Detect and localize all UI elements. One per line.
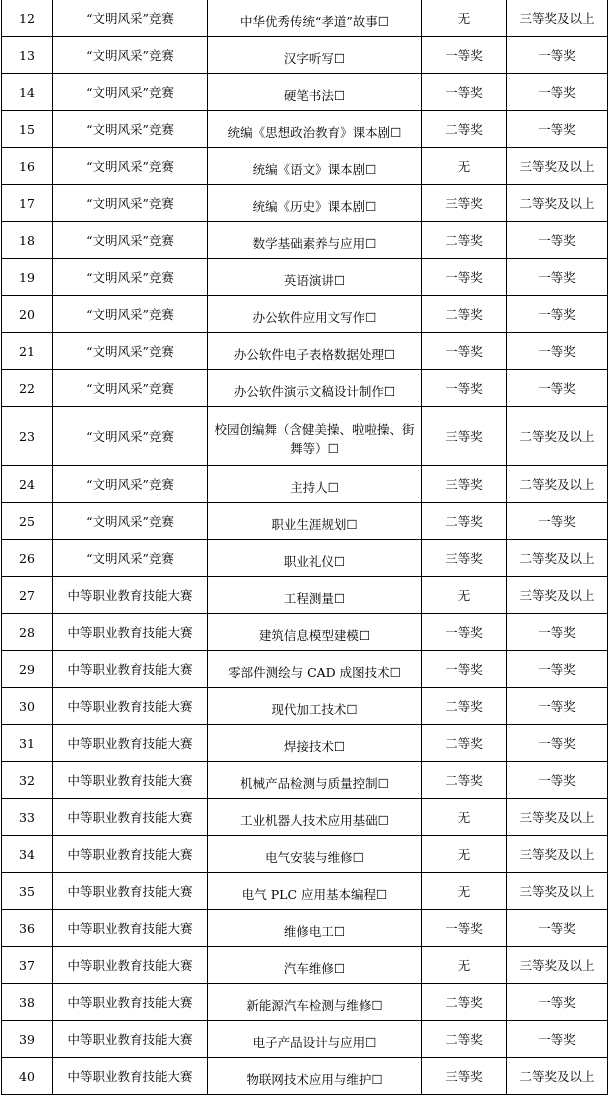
competition-item: 统编《历史》课本剧☐ <box>208 185 422 222</box>
table-row <box>2 836 608 873</box>
table-row <box>2 333 608 370</box>
required-award: 一等奖 <box>507 910 608 947</box>
competition-item: 零部件测绘与 CAD 成图技术☐ <box>208 651 422 688</box>
competition-item: 维修电工☐ <box>208 910 422 947</box>
competition-item: 机械产品检测与质量控制☐ <box>208 762 422 799</box>
required-award: 一等奖 <box>507 296 608 333</box>
previous-award: 无 <box>422 577 507 614</box>
required-award: 三等奖及以上 <box>507 148 608 185</box>
required-award: 一等奖 <box>507 111 608 148</box>
competition-item: 数学基础素养与应用☐ <box>208 222 422 259</box>
competition-category: 中等职业教育技能大赛 <box>53 984 208 1021</box>
competition-table <box>1 0 608 1095</box>
competition-category: 中等职业教育技能大赛 <box>53 651 208 688</box>
previous-award: 一等奖 <box>422 651 507 688</box>
row-number: 25 <box>2 503 53 540</box>
competition-item: 硬笔书法☐ <box>208 74 422 111</box>
previous-award: 二等奖 <box>422 725 507 762</box>
previous-award: 二等奖 <box>422 503 507 540</box>
previous-award: 无 <box>422 873 507 910</box>
required-award: 一等奖 <box>507 259 608 296</box>
required-award: 二等奖及以上 <box>507 540 608 577</box>
table-row <box>2 1021 608 1058</box>
competition-category: “文明风采”竞赛 <box>53 111 208 148</box>
required-award: 一等奖 <box>507 984 608 1021</box>
table-row <box>2 37 608 74</box>
table-row <box>2 370 608 407</box>
competition-item: 职业礼仪☐ <box>208 540 422 577</box>
row-number: 31 <box>2 725 53 762</box>
table-row <box>2 296 608 333</box>
row-number: 36 <box>2 910 53 947</box>
table-row <box>2 222 608 259</box>
required-award: 一等奖 <box>507 37 608 74</box>
competition-category: “文明风采”竞赛 <box>53 370 208 407</box>
table-row <box>2 984 608 1021</box>
competition-item: 现代加工技术☐ <box>208 688 422 725</box>
competition-item: 建筑信息模型建模☐ <box>208 614 422 651</box>
required-award: 三等奖及以上 <box>507 873 608 910</box>
required-award: 一等奖 <box>507 651 608 688</box>
previous-award: 无 <box>422 0 507 37</box>
required-award: 一等奖 <box>507 503 608 540</box>
table-row <box>2 111 608 148</box>
previous-award: 一等奖 <box>422 74 507 111</box>
previous-award: 三等奖 <box>422 1058 507 1095</box>
competition-item: 办公软件应用文写作☐ <box>208 296 422 333</box>
table-row <box>2 762 608 799</box>
row-number: 27 <box>2 577 53 614</box>
table-row <box>2 799 608 836</box>
required-award: 一等奖 <box>507 1021 608 1058</box>
competition-category: “文明风采”竞赛 <box>53 333 208 370</box>
table-body <box>2 0 608 1095</box>
required-award: 一等奖 <box>507 333 608 370</box>
table-row <box>2 947 608 984</box>
competition-category: 中等职业教育技能大赛 <box>53 762 208 799</box>
previous-award: 三等奖 <box>422 185 507 222</box>
competition-category: “文明风采”竞赛 <box>53 37 208 74</box>
previous-award: 一等奖 <box>422 614 507 651</box>
previous-award: 三等奖 <box>422 466 507 503</box>
previous-award: 二等奖 <box>422 1021 507 1058</box>
competition-category: “文明风采”竞赛 <box>53 74 208 111</box>
previous-award: 无 <box>422 799 507 836</box>
row-number: 13 <box>2 37 53 74</box>
required-award: 三等奖及以上 <box>507 577 608 614</box>
competition-item: 中华优秀传统“孝道”故事☐ <box>208 0 422 37</box>
required-award: 一等奖 <box>507 370 608 407</box>
row-number: 14 <box>2 74 53 111</box>
competition-item: 校园创编舞（含健美操、啦啦操、街舞等）☐ <box>208 407 422 466</box>
required-award: 三等奖及以上 <box>507 0 608 37</box>
row-number: 32 <box>2 762 53 799</box>
row-number: 16 <box>2 148 53 185</box>
competition-category: “文明风采”竞赛 <box>53 148 208 185</box>
required-award: 一等奖 <box>507 614 608 651</box>
previous-award: 三等奖 <box>422 407 507 466</box>
row-number: 17 <box>2 185 53 222</box>
previous-award: 无 <box>422 148 507 185</box>
row-number: 28 <box>2 614 53 651</box>
competition-category: 中等职业教育技能大赛 <box>53 836 208 873</box>
row-number: 22 <box>2 370 53 407</box>
row-number: 29 <box>2 651 53 688</box>
competition-category: 中等职业教育技能大赛 <box>53 577 208 614</box>
competition-item: 工业机器人技术应用基础☐ <box>208 799 422 836</box>
previous-award: 一等奖 <box>422 370 507 407</box>
competition-item: 工程测量☐ <box>208 577 422 614</box>
table-row <box>2 873 608 910</box>
competition-item: 焊接技术☐ <box>208 725 422 762</box>
required-award: 一等奖 <box>507 688 608 725</box>
competition-category: “文明风采”竞赛 <box>53 222 208 259</box>
required-award: 二等奖及以上 <box>507 466 608 503</box>
table-row <box>2 185 608 222</box>
previous-award: 三等奖 <box>422 540 507 577</box>
competition-item: 物联网技术应用与维护☐ <box>208 1058 422 1095</box>
required-award: 三等奖及以上 <box>507 836 608 873</box>
competition-category: 中等职业教育技能大赛 <box>53 614 208 651</box>
previous-award: 一等奖 <box>422 259 507 296</box>
table-row <box>2 577 608 614</box>
competition-item: 英语演讲☐ <box>208 259 422 296</box>
competition-item: 汽车维修☐ <box>208 947 422 984</box>
row-number: 35 <box>2 873 53 910</box>
table-row <box>2 725 608 762</box>
competition-category: 中等职业教育技能大赛 <box>53 1058 208 1095</box>
previous-award: 一等奖 <box>422 910 507 947</box>
competition-category: 中等职业教育技能大赛 <box>53 910 208 947</box>
previous-award: 二等奖 <box>422 111 507 148</box>
competition-category: “文明风采”竞赛 <box>53 259 208 296</box>
row-number: 21 <box>2 333 53 370</box>
row-number: 38 <box>2 984 53 1021</box>
competition-category: 中等职业教育技能大赛 <box>53 725 208 762</box>
required-award: 三等奖及以上 <box>507 799 608 836</box>
row-number: 23 <box>2 407 53 466</box>
row-number: 18 <box>2 222 53 259</box>
required-award: 一等奖 <box>507 725 608 762</box>
row-number: 19 <box>2 259 53 296</box>
competition-item: 电气安装与维修☐ <box>208 836 422 873</box>
previous-award: 二等奖 <box>422 762 507 799</box>
competition-item: 统编《语文》课本剧☐ <box>208 148 422 185</box>
row-number: 12 <box>2 0 53 37</box>
row-number: 40 <box>2 1058 53 1095</box>
table-row <box>2 910 608 947</box>
table-row <box>2 1058 608 1095</box>
competition-item: 新能源汽车检测与维修☐ <box>208 984 422 1021</box>
competition-category: “文明风采”竞赛 <box>53 540 208 577</box>
competition-category: 中等职业教育技能大赛 <box>53 947 208 984</box>
previous-award: 二等奖 <box>422 222 507 259</box>
row-number: 20 <box>2 296 53 333</box>
required-award: 一等奖 <box>507 74 608 111</box>
competition-category: 中等职业教育技能大赛 <box>53 873 208 910</box>
previous-award: 无 <box>422 836 507 873</box>
competition-category: “文明风采”竞赛 <box>53 185 208 222</box>
competition-item: 统编《思想政治教育》课本剧☐ <box>208 111 422 148</box>
required-award: 一等奖 <box>507 762 608 799</box>
table-row <box>2 148 608 185</box>
competition-category: “文明风采”竞赛 <box>53 466 208 503</box>
row-number: 26 <box>2 540 53 577</box>
previous-award: 无 <box>422 947 507 984</box>
competition-item: 汉字听写☐ <box>208 37 422 74</box>
row-number: 30 <box>2 688 53 725</box>
required-award: 三等奖及以上 <box>507 947 608 984</box>
table-row <box>2 651 608 688</box>
competition-category: 中等职业教育技能大赛 <box>53 799 208 836</box>
row-number: 37 <box>2 947 53 984</box>
previous-award: 一等奖 <box>422 37 507 74</box>
previous-award: 一等奖 <box>422 333 507 370</box>
previous-award: 二等奖 <box>422 688 507 725</box>
required-award: 二等奖及以上 <box>507 407 608 466</box>
table-row <box>2 614 608 651</box>
table-row <box>2 74 608 111</box>
row-number: 33 <box>2 799 53 836</box>
competition-category: “文明风采”竞赛 <box>53 0 208 37</box>
competition-item: 电子产品设计与应用☐ <box>208 1021 422 1058</box>
table-row <box>2 503 608 540</box>
row-number: 39 <box>2 1021 53 1058</box>
competition-item: 办公软件演示文稿设计制作☐ <box>208 370 422 407</box>
competition-category: 中等职业教育技能大赛 <box>53 688 208 725</box>
required-award: 二等奖及以上 <box>507 185 608 222</box>
table-row <box>2 466 608 503</box>
table-row <box>2 259 608 296</box>
competition-item: 职业生涯规划☐ <box>208 503 422 540</box>
competition-category: “文明风采”竞赛 <box>53 407 208 466</box>
competition-item: 办公软件电子表格数据处理☐ <box>208 333 422 370</box>
competition-category: “文明风采”竞赛 <box>53 503 208 540</box>
competition-item: 电气 PLC 应用基本编程☐ <box>208 873 422 910</box>
table-row <box>2 688 608 725</box>
previous-award: 二等奖 <box>422 296 507 333</box>
row-number: 15 <box>2 111 53 148</box>
previous-award: 二等奖 <box>422 984 507 1021</box>
row-number: 24 <box>2 466 53 503</box>
row-number: 34 <box>2 836 53 873</box>
competition-category: “文明风采”竞赛 <box>53 296 208 333</box>
table-row <box>2 540 608 577</box>
table-row <box>2 0 608 37</box>
table-row <box>2 407 608 466</box>
required-award: 一等奖 <box>507 222 608 259</box>
required-award: 二等奖及以上 <box>507 1058 608 1095</box>
competition-item: 主持人☐ <box>208 466 422 503</box>
competition-category: 中等职业教育技能大赛 <box>53 1021 208 1058</box>
